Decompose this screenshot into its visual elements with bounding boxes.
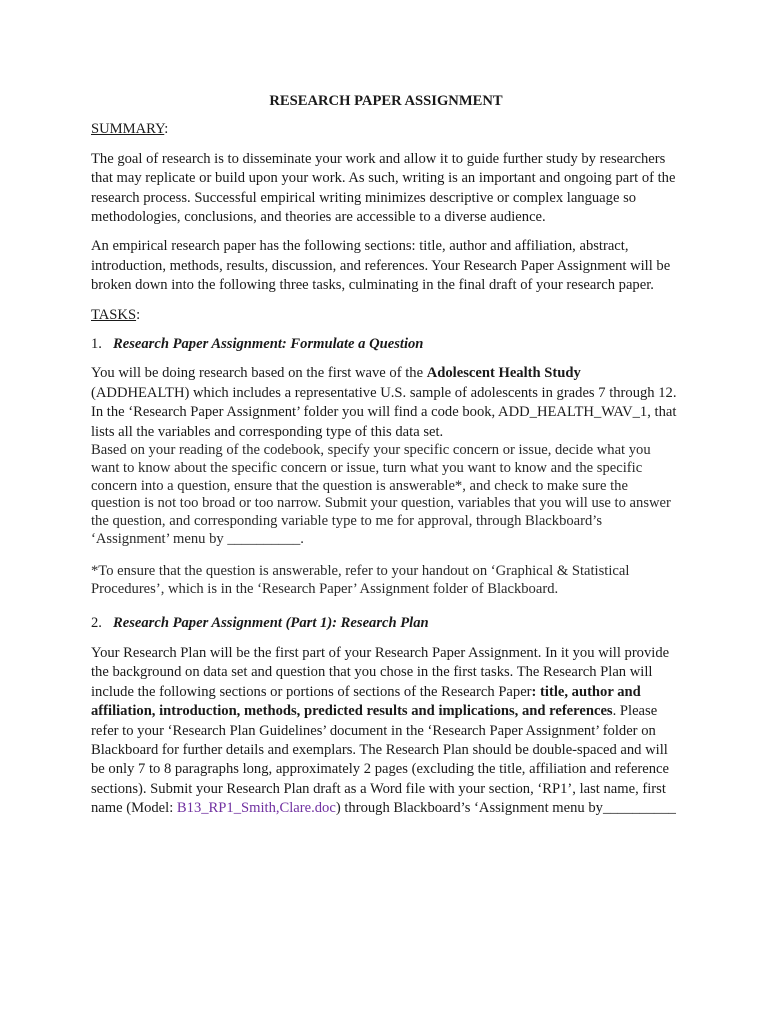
summary-heading-colon: : — [164, 121, 169, 138]
task-2-number: 2. — [91, 615, 102, 632]
document-title: RESEARCH PAPER ASSIGNMENT — [269, 93, 503, 109]
tasks-heading-text: TASKS — [91, 306, 137, 323]
summary-paragraph-2: An empirical research paper has the following sections: title, author and affiliation, abstract, introduction, methods, results, discussion, and references. Your Research Paper Assignment will be broken down into the following three tasks, culminating in the final draft of your research paper. — [91, 238, 671, 294]
task-2-text-mid: . Please refer to your ‘Research Plan Guidelines’ document in the ‘Research Paper Assignment’ folder on Blackboard for further details and exemplars. The Research Plan should be double-spaced and will be only 7 to 8 paragraphs long, approximately 2 pages (excluding the title, affiliation and reference sections). Submit your Research Plan draft as a Word file with your section, ‘RP1’, last name, first name (Model: — [91, 703, 670, 817]
task-2-body — [91, 644, 681, 819]
task-1-text-post: (ADDHEALTH) which includes a representative U.S. sample of adolescents in grades 7 through 12. In the ‘Research Paper Assignment’ folder you will find a code book, ADD_HEALTH_WAV_1, that lists all the variables and corresponding type of this data set. — [91, 384, 677, 440]
task-1-footnote: *To ensure that the question is answerable, refer to your handout on ‘Graphical & Statistical Procedures’, which is in the ‘Research Paper’ Assignment folder of Blackboard. — [91, 562, 630, 597]
task-1-study-name: Adolescent Health Study — [426, 365, 581, 382]
task-2-text-end: ) through Blackboard’s ‘Assignment menu by__________ — [335, 800, 676, 817]
task-2-name: Research Paper Assignment (Part 1): Research Plan — [113, 615, 429, 632]
summary-heading-text: SUMMARY — [91, 121, 165, 138]
task-2-title — [91, 614, 681, 633]
task-1-number: 1. — [91, 336, 102, 353]
tasks-heading-colon: : — [136, 306, 141, 323]
task-1-text-pre: You will be doing research based on the first wave of the — [91, 365, 427, 382]
summary-paragraph-1: The goal of research is to disseminate your work and allow it to guide further study by researchers that may replicate or build upon your work. As such, writing is an important and ongoing part of the research process. Successful empirical writing minimizes descriptive or complex language so methodologies, conclusions, and theories are accessible to a diverse audience. — [91, 150, 676, 226]
task-2-text-pre: Your Research Plan will be the first part of your Research Paper Assignment. In it you will provide the background on data set and question that you chose in the first tasks. The Research Plan will include the following sections or portions of sections of the Research Paper — [91, 644, 670, 700]
task-1-instructions: Based on your reading of the codebook, specify your specific concern or issue, decide what you want to know about the specific concern or issue, turn what you want to know and the specific concern into a question, ensure that the question is answerable*, and check to make sure the question is not too broad or too narrow. Submit your question, variables that you will use to answer the question, and corresponding variable type to me for approval, through Blackboard’s ‘Assignment’ menu by __________. — [91, 442, 671, 548]
task-2-sections-list: : title, author and affiliation, introduction, methods, predicted results and implications, and references — [91, 683, 641, 720]
summary-heading — [91, 120, 681, 139]
filename-link[interactable]: B13_RP1_Smith,Clare.doc — [176, 800, 336, 817]
document-content — [91, 92, 681, 829]
task-1-body — [91, 364, 681, 442]
task-1-name: Research Paper Assignment: Formulate a Question — [113, 336, 424, 353]
task-1-title — [91, 335, 681, 354]
tasks-heading — [91, 306, 681, 325]
